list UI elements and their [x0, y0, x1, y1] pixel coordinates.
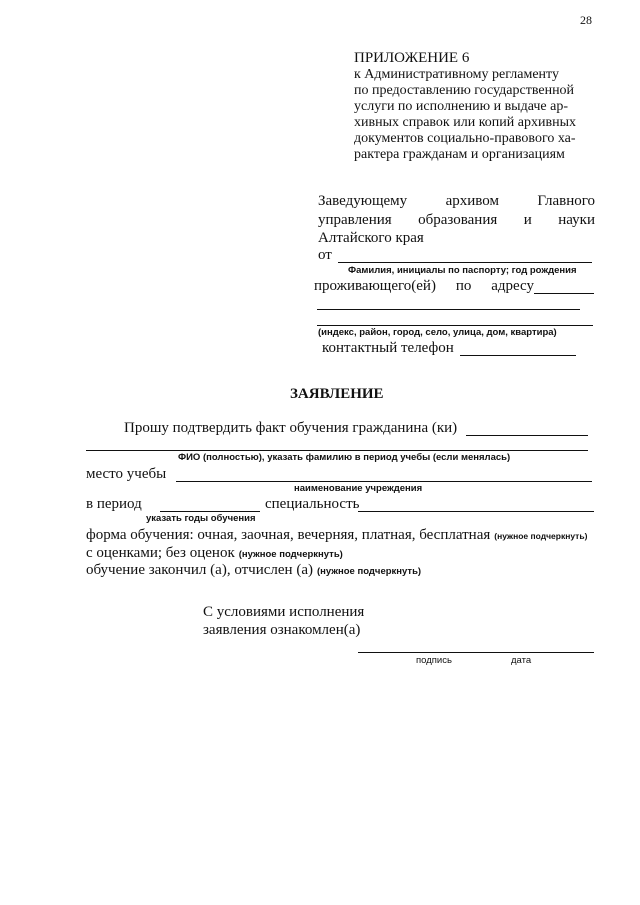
form-of-study-label: форма обучения: очная, заочная, вечерняя, платная, бесплатная: [86, 527, 491, 543]
address-field-1[interactable]: [534, 293, 594, 294]
years-hint: указать годы обучения: [146, 513, 256, 524]
fio-hint: ФИО (полностью), указать фамилию в период учебы (если менялась): [178, 452, 511, 463]
from-hint: Фамилия, инициалы по паспорту; год рождения: [348, 265, 577, 276]
addressee-word: науки: [558, 212, 595, 228]
specialty-field[interactable]: [358, 511, 594, 512]
date-hint: дата: [511, 655, 532, 666]
appendix-line: документов социально-правового ха-: [354, 131, 576, 146]
addressee-line-1: [318, 193, 595, 210]
residence-word: по: [455, 278, 472, 294]
citizen-name-field-2[interactable]: [86, 450, 588, 451]
addressee-word: управления: [318, 212, 392, 228]
acknowledgement-line-2: заявления ознакомлен(а): [203, 622, 361, 638]
addressee-line-3: Алтайского края: [318, 230, 424, 246]
institution-hint: наименование учреждения: [294, 483, 423, 494]
grades-hint: (нужное подчеркнуть): [238, 549, 343, 560]
signature-field[interactable]: [358, 652, 594, 653]
document-heading: ЗАЯВЛЕНИЕ: [290, 386, 384, 402]
residence-word: проживающего(ей): [314, 278, 436, 294]
phone-label: контактный телефон: [322, 340, 454, 356]
study-place-field[interactable]: [176, 481, 592, 482]
finished-hint: (нужное подчеркнуть): [316, 566, 422, 577]
from-field[interactable]: [338, 262, 592, 263]
appendix-line: по предоставлению государственной: [354, 83, 575, 98]
period-field[interactable]: [160, 511, 260, 512]
period-label: в период: [86, 496, 142, 512]
address-hint: (индекс, район, город, село, улица, дом, квартира): [318, 327, 557, 338]
addressee-word: Главного: [537, 193, 595, 209]
addressee-word: архивом: [445, 193, 499, 209]
from-label: от: [318, 247, 332, 263]
address-field-3[interactable]: [317, 325, 593, 326]
appendix-line: хивных справок или копий архивных: [354, 115, 576, 130]
appendix-block: [354, 49, 576, 163]
form-hint: (нужное подчеркнуть): [494, 531, 588, 541]
appendix-line: услуги по исполнению и выдаче ар-: [354, 99, 568, 114]
finished-label: обучение закончил (а), отчислен (а): [86, 562, 313, 578]
request-text: Прошу подтвердить факт обучения гражданина (ки): [124, 420, 458, 436]
residence-line: [314, 278, 534, 295]
acknowledgement-line-1: С условиями исполнения: [203, 604, 365, 620]
addressee-word: образования: [418, 212, 498, 228]
appendix-line: рактера гражданам и организациям: [354, 147, 565, 162]
grades-line: [86, 544, 343, 562]
specialty-label: специальность: [265, 496, 360, 512]
grades-label: с оценками; без оценок: [86, 545, 235, 561]
finished-line: [86, 561, 421, 579]
citizen-name-field[interactable]: [466, 435, 588, 436]
appendix-line: к Административному регламенту: [354, 67, 559, 82]
page-number: 28: [580, 13, 592, 27]
address-field-2[interactable]: [317, 309, 580, 310]
study-place-label: место учебы: [86, 466, 167, 482]
appendix-title: ПРИЛОЖЕНИЕ 6: [354, 50, 470, 66]
addressee-word: Заведующему: [318, 193, 408, 209]
residence-word: адресу: [491, 278, 534, 294]
addressee-word: и: [523, 212, 532, 228]
signature-hint: подпись: [416, 655, 452, 666]
form-of-study-line: [86, 526, 587, 544]
addressee-line-2: [318, 212, 595, 229]
phone-field[interactable]: [460, 355, 576, 356]
